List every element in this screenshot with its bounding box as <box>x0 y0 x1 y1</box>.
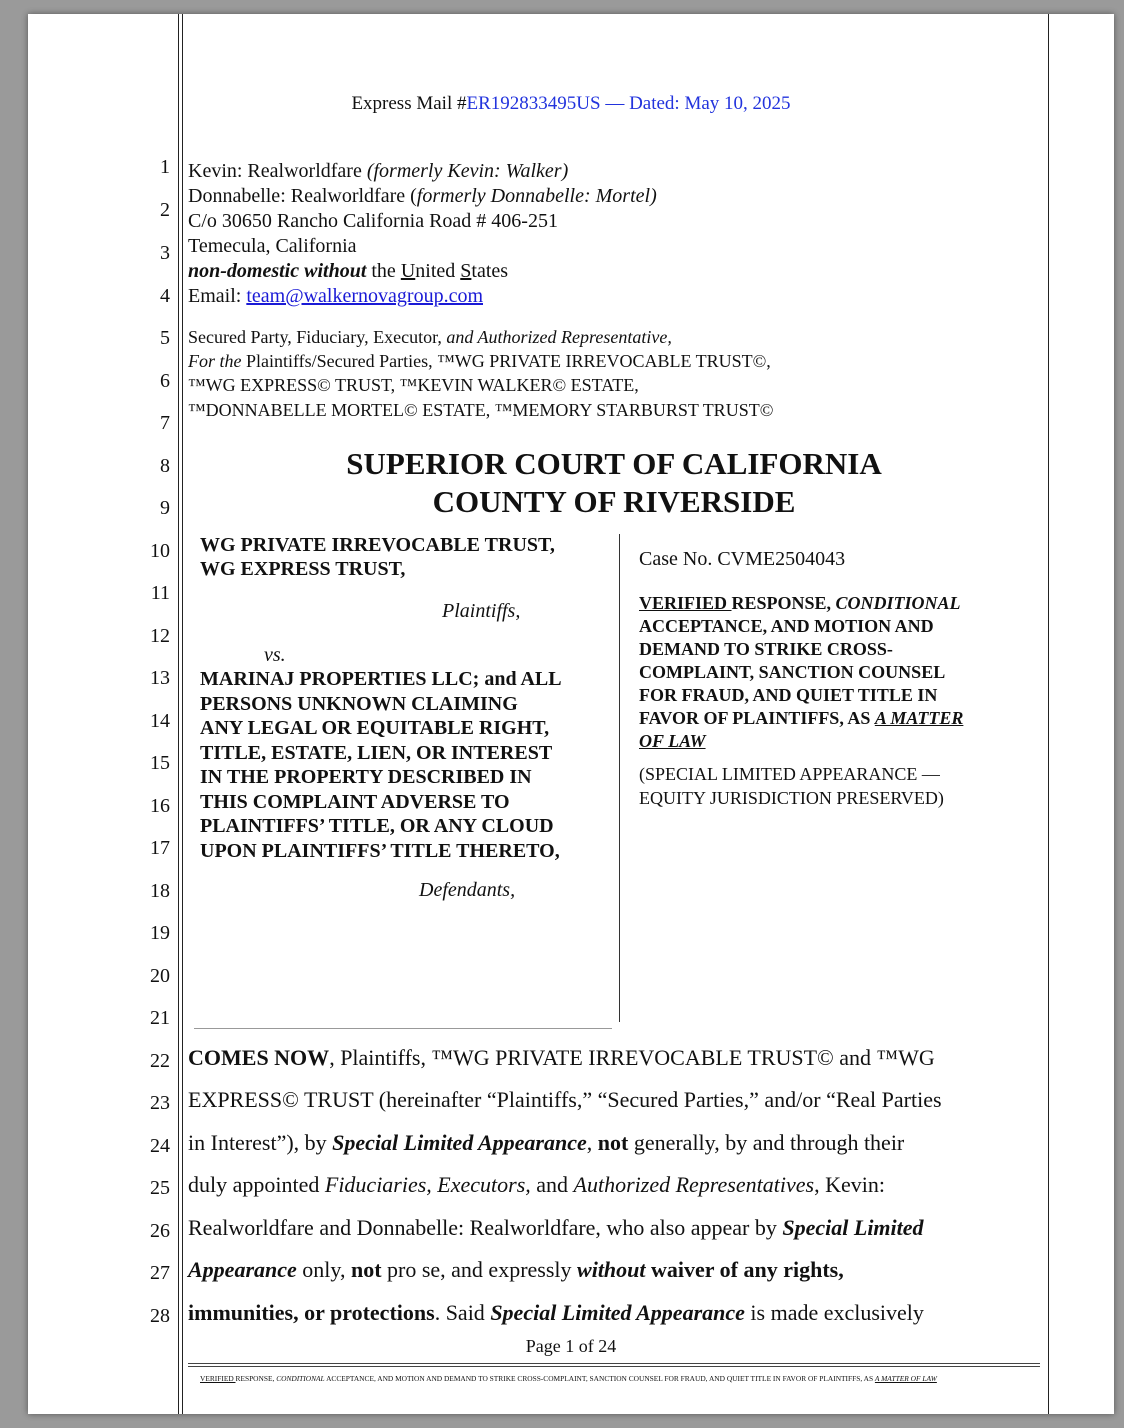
line-number: 11 <box>150 582 170 604</box>
defendant-line: MARINAJ PROPERTIES LLC; and ALL <box>200 668 562 690</box>
defendant-line: PLAINTIFFS’ TITLE, OR ANY CLOUD <box>200 815 554 837</box>
status-line: non-domestic without the United States <box>188 260 509 282</box>
defendant-line: IN THE PROPERTY DESCRIBED IN <box>200 766 532 788</box>
dated-text: — Dated: May 10, 2025 <box>600 93 791 114</box>
case-number: Case No. CVME2504043 <box>639 548 846 570</box>
document-title-line: ACCEPTANCE, AND MOTION AND <box>639 616 934 636</box>
address-line: C/o 30650 Rancho California Road # 406-251 <box>188 210 558 232</box>
line-number: 24 <box>150 1135 170 1157</box>
body-line: Appearance only, not pro se, and expressly without waiver of any rights, <box>188 1257 844 1282</box>
special-appearance-line: EQUITY JURISDICTION PRESERVED) <box>639 788 944 808</box>
address-line: Temecula, California <box>188 235 357 257</box>
express-mail-header: Express Mail #ER192833495US — Dated: May 10, 2025 <box>351 93 791 114</box>
line-number: 17 <box>150 837 170 859</box>
versus: vs. <box>264 644 286 666</box>
margin-rule-left-inner <box>182 14 183 1414</box>
line-number: 19 <box>150 922 170 944</box>
body-line: COMES NOW, Plaintiffs, ™WG PRIVATE IRREVOCABLE TRUST© and ™WG <box>188 1045 935 1070</box>
document-title-line: FAVOR OF PLAINTIFFS, AS A MATTER <box>639 708 964 728</box>
body-line: EXPRESS© TRUST (hereinafter “Plaintiffs,” “Secured Parties,” and/or “Real Parties <box>188 1087 942 1112</box>
line-number: 20 <box>150 965 170 987</box>
line-number: 26 <box>150 1220 170 1242</box>
document-title-line: VERIFIED RESPONSE, CONDITIONAL <box>639 593 961 613</box>
body-line: immunities, or protections. Said Special Limited Appearance is made exclusively <box>188 1300 924 1325</box>
defendant-line: UPON PLAINTIFFS’ TITLE THERETO, <box>200 840 560 862</box>
plaintiffs-role: Plaintiffs, <box>442 600 521 622</box>
plaintiff-name: WG PRIVATE IRREVOCABLE TRUST, <box>200 534 555 556</box>
special-appearance-line: (SPECIAL LIMITED APPEARANCE — <box>639 764 940 784</box>
document-title-line: DEMAND TO STRIKE CROSS- <box>639 639 893 659</box>
line-number: 6 <box>160 370 170 392</box>
email-line: Email: team@walkernovagroup.com <box>188 285 483 307</box>
document-page <box>28 14 1114 1414</box>
defendant-line: ANY LEGAL OR EQUITABLE RIGHT, <box>200 717 550 739</box>
defendant-line: TITLE, ESTATE, LIEN, OR INTEREST <box>200 742 553 764</box>
body-line: duly appointed Fiduciaries, Executors, and Authorized Representatives, Kevin: <box>188 1172 885 1197</box>
line-number: 1 <box>160 156 170 178</box>
line-number: 28 <box>150 1305 170 1327</box>
footer-title: VERIFIED RESPONSE, CONDITIONAL ACCEPTANCE, AND MOTION AND DEMAND TO STRIKE CROSS-COMPLAINT, SANCTION COUNSEL FOR FRAUD, AND QUIET TITLE IN FAVOR OF PLAINTIFFS, AS A MATTER OF LAW <box>200 1374 937 1383</box>
address-line: Donnabelle: Realworldfare (formerly Donnabelle: Mortel) <box>188 185 657 207</box>
line-number: 15 <box>150 752 170 774</box>
line-number: 18 <box>150 880 170 902</box>
court-county: COUNTY OF RIVERSIDE <box>432 484 796 519</box>
email-link[interactable]: team@walkernovagroup.com <box>246 285 483 307</box>
document-title-line: OF LAW <box>639 731 706 751</box>
representative-line: Secured Party, Fiduciary, Executor, and Authorized Representative, <box>188 327 672 347</box>
representative-line: ™WG EXPRESS© TRUST, ™KEVIN WALKER© ESTATE, <box>188 375 639 395</box>
page-number: Page 1 of 24 <box>525 1336 617 1356</box>
caption-bottom-rule <box>194 1028 612 1029</box>
margin-rule-left <box>178 14 179 1414</box>
line-number: 14 <box>150 710 170 732</box>
line-number: 8 <box>160 455 170 477</box>
document-title-line: COMPLAINT, SANCTION COUNSEL <box>639 662 946 682</box>
line-number: 7 <box>160 412 170 434</box>
body-line: Realworldfare and Donnabelle: Realworldfare, who also appear by Special Limited <box>188 1215 924 1240</box>
caption-divider <box>619 534 620 1022</box>
address-line: Kevin: Realworldfare (formerly Kevin: Walker) <box>188 160 569 182</box>
body-line: in Interest”), by Special Limited Appearance, not generally, by and through their <box>188 1130 905 1155</box>
margin-rule-right <box>1048 14 1049 1414</box>
tracking-number: ER192833495US <box>466 93 601 114</box>
footer-rule-2 <box>188 1366 1040 1367</box>
line-number: 10 <box>150 540 170 562</box>
representative-line: For the Plaintiffs/Secured Parties, ™WG PRIVATE IRREVOCABLE TRUST©, <box>188 351 771 371</box>
line-number: 16 <box>150 795 170 817</box>
line-number: 23 <box>150 1092 170 1114</box>
line-number: 27 <box>150 1262 170 1284</box>
line-number: 2 <box>160 199 170 221</box>
footer-rule <box>188 1363 1040 1364</box>
line-number: 22 <box>150 1050 170 1072</box>
court-name: SUPERIOR COURT OF CALIFORNIA <box>346 446 882 481</box>
line-number: 25 <box>150 1177 170 1199</box>
defendants-role: Defendants, <box>419 879 516 901</box>
line-number: 12 <box>150 625 170 647</box>
line-number: 3 <box>160 242 170 264</box>
representative-line: ™DONNABELLE MORTEL© ESTATE, ™MEMORY STARBURST TRUST© <box>188 400 774 420</box>
plaintiff-name: WG EXPRESS TRUST, <box>200 558 406 580</box>
document-title-line: FOR FRAUD, AND QUIET TITLE IN <box>639 685 938 705</box>
line-number: 5 <box>160 327 170 349</box>
line-number: 21 <box>150 1007 170 1029</box>
line-number: 4 <box>160 285 170 307</box>
line-number: 13 <box>150 667 170 689</box>
defendant-line: PERSONS UNKNOWN CLAIMING <box>200 693 518 715</box>
defendant-line: THIS COMPLAINT ADVERSE TO <box>200 791 510 813</box>
line-number: 9 <box>160 497 170 519</box>
